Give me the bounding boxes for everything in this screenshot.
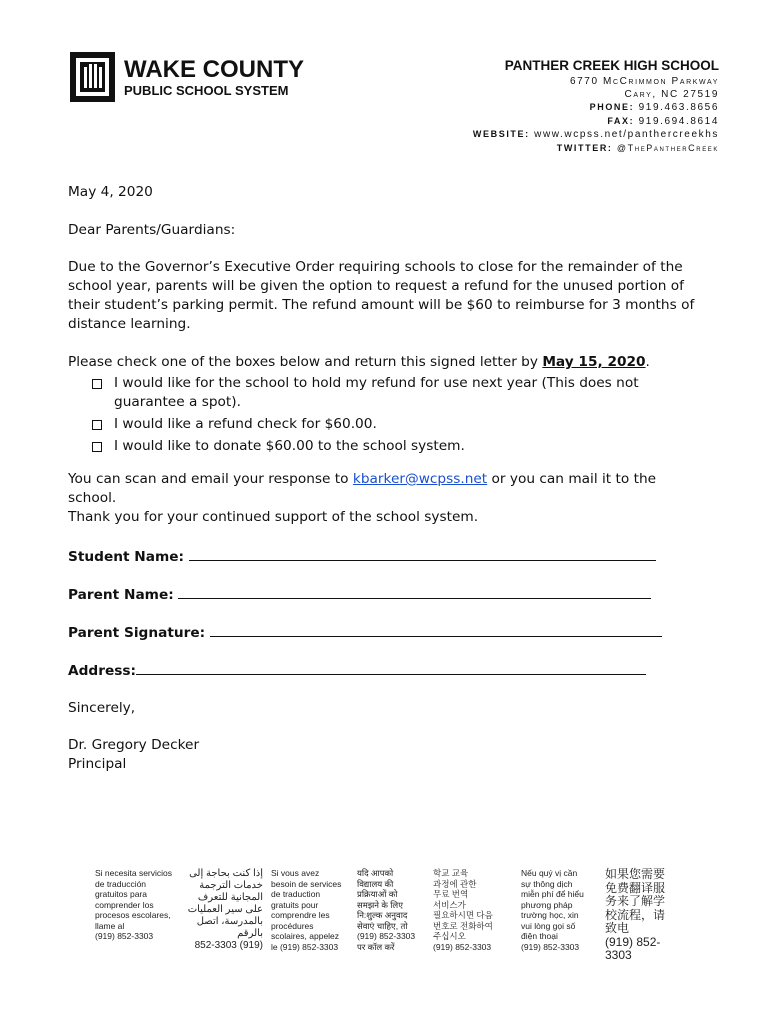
thanks-line: Thank you for your continued support of the school system. (68, 509, 479, 525)
district-name: WAKE COUNTY (124, 56, 304, 83)
translation-french: Si vous avez besoin de services de traduction gratuits pour comprendre les procédures scolaires, appelez le (919) 852-3303 (271, 868, 342, 952)
parent-name-line[interactable] (178, 585, 651, 599)
option-list (92, 374, 708, 456)
option-refund-check (92, 415, 708, 434)
address-label: Address: (68, 663, 136, 679)
option-hold-refund (92, 374, 708, 412)
student-name-label: Student Name: (68, 549, 184, 565)
checkbox-hold-refund[interactable] (92, 379, 102, 389)
school-fax: 919.694.8614 (638, 115, 719, 127)
signer-title: Principal (68, 756, 127, 772)
translation-hindi: यदि आपको विद्यालय की प्रक्रियाओं को समझने के लिए नि:शुल्क अनुवाद सेवाएं चाहिए, तो (919) 852-3303 पर कॉल करें (357, 868, 416, 952)
letter-date: May 4, 2020 (68, 184, 153, 200)
translation-korean: 학교 교육 과정에 관한 무료 번역 서비스가 필요하시면 다음 번호로 전화하여 주십시오 (919) 852-3303 (433, 868, 493, 952)
school-website[interactable]: www.wcpss.net/panthercreekhs (534, 129, 719, 140)
translation-arabic: إذا كنت بحاجة إلى خدمات الترجمة المجانية للتعرف على سير العمليات بالمدرسة، اتصل بالرقم (919) 852-3303 (187, 868, 263, 951)
parent-name-label: Parent Name: (68, 587, 174, 603)
twitter-label: TWITTER: (556, 142, 613, 153)
form-fields (68, 547, 708, 681)
contact-email-link[interactable]: kbarker@wcpss.net (352, 471, 488, 487)
school-phone: 919.463.8656 (638, 102, 719, 113)
school-twitter[interactable]: @ThePantherCreek (616, 142, 719, 153)
contact-text: You can scan and email your response to (68, 471, 353, 487)
address-line[interactable] (136, 661, 646, 675)
deadline: May 15, 2020 (542, 354, 646, 370)
refund-paragraph: Due to the Governor’s Executive Order requiring schools to close for the remainder of the school year, parents will be given the option to request a refund for the unused portion of their student’s parking permit. The refund amount will be $60 to reimburse for 3 months of distance learning. (68, 259, 695, 332)
translation-footer (95, 867, 680, 962)
phone-label: PHONE: (589, 102, 635, 112)
checkbox-donate[interactable] (92, 442, 102, 452)
wcpss-emblem-icon (70, 52, 115, 102)
closing: Sincerely, (68, 700, 136, 716)
parent-signature-field[interactable] (68, 623, 708, 643)
translation-chinese: 如果您需要 免费翻译服 务来了解学 校流程，请 致电 (919) 852-3303 (605, 867, 666, 962)
checkbox-refund-check[interactable] (92, 420, 102, 430)
parent-name-field[interactable] (68, 585, 708, 605)
district-subname: PUBLIC SCHOOL SYSTEM (124, 83, 289, 98)
contact-line (68, 470, 708, 508)
parent-signature-label: Parent Signature: (68, 625, 206, 641)
website-label: WEBSITE: (472, 129, 530, 139)
school-name: PANTHER CREEK HIGH SCHOOL (504, 58, 719, 73)
option-label: I would like for the school to hold my refund for use next year (This does not guarantee a spot). (114, 375, 639, 410)
instruction-text: Please check one of the boxes below and return this signed letter by (68, 354, 543, 370)
student-name-line[interactable] (189, 547, 656, 561)
option-label: I would like a refund check for $60.00. (114, 416, 377, 432)
translation-spanish: Si necesita servicios de traducción gratuitos para comprender los procesos escolares, llame al (919) 852-3303 (95, 868, 173, 941)
address-field[interactable] (68, 661, 708, 681)
school-contact-block (473, 58, 719, 155)
signer-name: Dr. Gregory Decker (68, 737, 200, 753)
instruction-line (68, 353, 708, 372)
school-address-city: Cary, NC 27519 (624, 88, 719, 100)
school-address-street: 6770 McCrimmon Parkway (569, 76, 719, 87)
translation-vietnamese: Nếu quý vị cần sự thông dịch miễn phí để hiểu phương pháp trường học, xin vui lòng gọi số điện thoại (919) 852-3303 (521, 868, 584, 952)
contact-text-end: or you can mail it to the school. (68, 471, 657, 506)
fax-label: FAX: (607, 115, 635, 126)
parent-signature-line[interactable] (210, 623, 662, 637)
option-donate (92, 437, 708, 456)
student-name-field[interactable] (68, 547, 708, 567)
salutation: Dear Parents/Guardians: (68, 222, 236, 238)
letter-body (68, 183, 708, 774)
option-label: I would like to donate $60.00 to the school system. (114, 438, 465, 454)
instruction-period: . (645, 354, 650, 370)
